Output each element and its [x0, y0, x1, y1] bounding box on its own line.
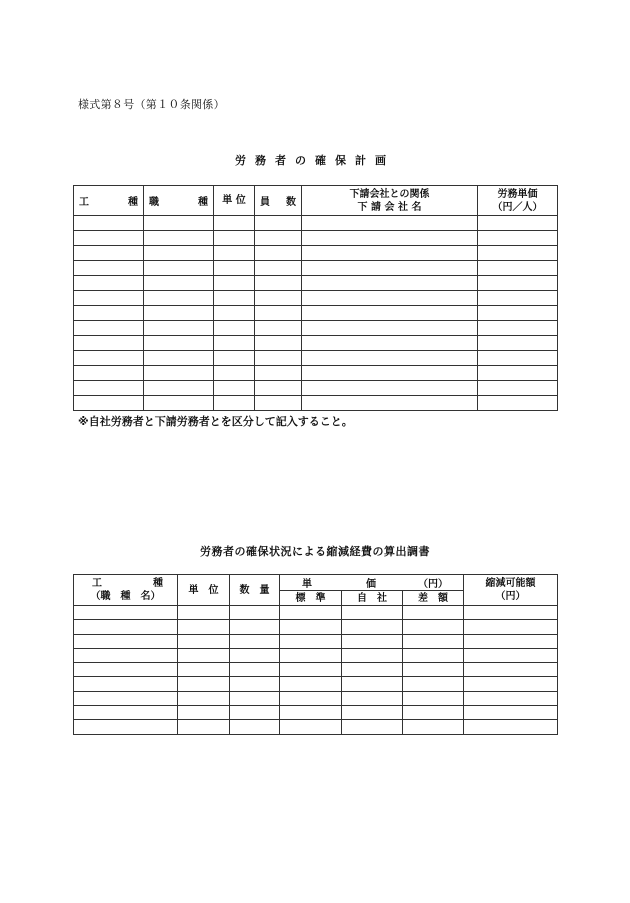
table-cell[interactable]	[342, 648, 403, 662]
table-cell[interactable]	[74, 321, 144, 336]
table-cell[interactable]	[478, 366, 558, 381]
table-cell[interactable]	[403, 663, 464, 677]
table-cell[interactable]	[280, 677, 342, 691]
header-work-type	[74, 186, 144, 216]
table-header-row	[74, 186, 558, 216]
table-cell[interactable]	[464, 691, 558, 705]
table-cell[interactable]	[214, 366, 255, 381]
table-row	[74, 663, 558, 677]
table-row	[74, 381, 558, 396]
table-cell[interactable]	[478, 291, 558, 306]
table-row	[74, 677, 558, 691]
table-cell[interactable]	[74, 261, 144, 276]
table-row	[74, 720, 558, 734]
table-cell[interactable]	[74, 606, 178, 620]
table-cell[interactable]	[464, 634, 558, 648]
header-own-label: 自 社	[357, 592, 387, 604]
header-quantity	[230, 575, 280, 606]
header-unit-label: 単 位	[222, 195, 246, 206]
table-cell[interactable]	[478, 336, 558, 351]
table-cell[interactable]	[280, 706, 342, 720]
table-cell[interactable]	[214, 351, 255, 366]
table-cell[interactable]	[280, 634, 342, 648]
table-cell[interactable]	[403, 606, 464, 620]
table-cell[interactable]	[214, 261, 255, 276]
table-cell[interactable]	[302, 366, 478, 381]
table-cell[interactable]	[230, 634, 280, 648]
table-cell[interactable]	[478, 246, 558, 261]
table-cell[interactable]	[74, 677, 178, 691]
table-cell[interactable]	[214, 396, 255, 411]
header-price-char1: 単	[302, 579, 312, 590]
header-work-type	[74, 575, 178, 606]
header-count-char1: 員	[260, 197, 270, 208]
table-row	[74, 276, 558, 291]
header-price-unit: （円）	[418, 579, 448, 590]
table-cell[interactable]	[302, 381, 478, 396]
table-cell[interactable]	[230, 677, 280, 691]
table-row	[74, 246, 558, 261]
table-cell[interactable]	[302, 216, 478, 231]
table-cell[interactable]	[342, 720, 403, 734]
table-cell[interactable]	[302, 261, 478, 276]
header-unit-price	[280, 575, 464, 591]
table-cell[interactable]	[144, 216, 214, 231]
table-cell[interactable]	[342, 634, 403, 648]
table-cell[interactable]	[178, 720, 230, 734]
table-cell[interactable]	[255, 306, 302, 321]
table-row	[74, 321, 558, 336]
table-cell[interactable]	[214, 291, 255, 306]
table-cell[interactable]	[403, 648, 464, 662]
table-cell[interactable]	[74, 663, 178, 677]
table-cell[interactable]	[230, 691, 280, 705]
table-cell[interactable]	[464, 606, 558, 620]
table-cell[interactable]	[342, 663, 403, 677]
table-cell[interactable]	[178, 620, 230, 634]
table-cell[interactable]	[403, 620, 464, 634]
table-cell[interactable]	[342, 606, 403, 620]
table-cell[interactable]	[230, 720, 280, 734]
table-cell[interactable]	[302, 351, 478, 366]
table-cell[interactable]	[342, 677, 403, 691]
table-cell[interactable]	[302, 306, 478, 321]
table-row	[74, 634, 558, 648]
table-cell[interactable]	[255, 261, 302, 276]
table-row	[74, 691, 558, 705]
header-job-type-char2: 種	[198, 197, 208, 208]
table-row	[74, 216, 558, 231]
table-cell[interactable]	[280, 720, 342, 734]
table-cell[interactable]	[178, 691, 230, 705]
table-cell[interactable]	[302, 321, 478, 336]
table-cell[interactable]	[74, 246, 144, 261]
table-cell[interactable]	[255, 216, 302, 231]
header-relation-line1: 下請会社との関係	[349, 188, 430, 200]
table-cell[interactable]	[302, 276, 478, 291]
table-cell[interactable]	[214, 321, 255, 336]
header-count	[255, 186, 302, 216]
table-cell[interactable]	[302, 291, 478, 306]
table-cell[interactable]	[280, 663, 342, 677]
header-relation-line2: 下 請 会 社 名	[357, 201, 422, 213]
table-cell[interactable]	[280, 648, 342, 662]
header-unit-label: 単 位	[188, 584, 219, 596]
table-cell[interactable]	[178, 634, 230, 648]
table-cell[interactable]	[403, 706, 464, 720]
table-cell[interactable]	[255, 246, 302, 261]
table-cell[interactable]	[144, 231, 214, 246]
table-cell[interactable]	[280, 620, 342, 634]
table-cell[interactable]	[214, 276, 255, 291]
table-row	[74, 366, 558, 381]
table-row	[74, 648, 558, 662]
table-cell[interactable]	[74, 366, 144, 381]
table-cell[interactable]	[478, 381, 558, 396]
table-cell[interactable]	[74, 691, 178, 705]
header-unit	[214, 186, 255, 216]
table-cell[interactable]	[74, 706, 178, 720]
table-cell[interactable]	[255, 396, 302, 411]
table-cell[interactable]	[214, 306, 255, 321]
table-cell[interactable]	[478, 216, 558, 231]
table-cell[interactable]	[478, 306, 558, 321]
table-cell[interactable]	[144, 276, 214, 291]
table-row	[74, 706, 558, 720]
header-reducible	[464, 575, 558, 606]
header-work-type-char1: 工	[92, 578, 102, 589]
table-cell[interactable]	[255, 366, 302, 381]
table-cell[interactable]	[74, 351, 144, 366]
table-cell[interactable]	[144, 321, 214, 336]
table-cell[interactable]	[74, 620, 178, 634]
table-cell[interactable]	[214, 216, 255, 231]
table-cell[interactable]	[74, 216, 144, 231]
header-difference	[403, 591, 464, 606]
table-cell[interactable]	[144, 261, 214, 276]
table-cell[interactable]	[74, 381, 144, 396]
table-cell[interactable]	[302, 396, 478, 411]
header-standard-label: 標 準	[295, 592, 326, 604]
table-cell[interactable]	[178, 663, 230, 677]
table-cell[interactable]	[230, 606, 280, 620]
table-cell[interactable]	[144, 396, 214, 411]
table-cell[interactable]	[74, 634, 178, 648]
cost-reduction-table	[73, 574, 558, 735]
table-cell[interactable]	[144, 381, 214, 396]
table-cell[interactable]	[74, 336, 144, 351]
header-job-type-char1: 職	[149, 197, 159, 208]
table-row	[74, 261, 558, 276]
table-row	[74, 291, 558, 306]
table-cell[interactable]	[478, 231, 558, 246]
table-cell[interactable]	[403, 691, 464, 705]
table-cell[interactable]	[478, 276, 558, 291]
table-cell[interactable]	[464, 706, 558, 720]
table-cell[interactable]	[144, 291, 214, 306]
header-price-char2: 価	[366, 579, 376, 590]
table-cell[interactable]	[280, 606, 342, 620]
header-standard	[280, 591, 342, 606]
table-cell[interactable]	[464, 720, 558, 734]
table-cell[interactable]	[74, 396, 144, 411]
table-cell[interactable]	[230, 663, 280, 677]
table-cell[interactable]	[478, 396, 558, 411]
header-work-type-char1: 工	[79, 197, 89, 208]
table-cell[interactable]	[464, 677, 558, 691]
labor-plan-table	[73, 185, 558, 411]
table-cell[interactable]	[230, 706, 280, 720]
table-row	[74, 306, 558, 321]
table-cell[interactable]	[230, 620, 280, 634]
table-cell[interactable]	[255, 231, 302, 246]
header-unit-price-line1: 労務単価	[497, 188, 538, 200]
table-cell[interactable]	[403, 634, 464, 648]
table-row	[74, 396, 558, 411]
table-header-row	[74, 575, 558, 591]
header-count-char2: 数	[286, 197, 296, 208]
table-cell[interactable]	[464, 620, 558, 634]
table-cell[interactable]	[302, 336, 478, 351]
table-cell[interactable]	[214, 231, 255, 246]
header-reducible-line2: （円）	[495, 591, 526, 602]
table-row	[74, 336, 558, 351]
header-relation	[302, 186, 478, 216]
table-cell[interactable]	[178, 606, 230, 620]
table-cell[interactable]	[144, 246, 214, 261]
header-job-name: （職 種 名）	[90, 591, 161, 602]
header-quantity-label: 数 量	[239, 584, 270, 596]
table-cell[interactable]	[403, 677, 464, 691]
header-work-type-char2: 種	[128, 197, 138, 208]
table-cell[interactable]	[478, 321, 558, 336]
header-reducible-line1: 縮減可能額	[485, 578, 536, 589]
header-unit-price-line2: （円／人）	[492, 201, 543, 213]
table-cell[interactable]	[74, 276, 144, 291]
table-cell[interactable]	[342, 706, 403, 720]
table-cell[interactable]	[74, 291, 144, 306]
table-cell[interactable]	[230, 648, 280, 662]
table-cell[interactable]	[255, 276, 302, 291]
table-cell[interactable]	[302, 231, 478, 246]
table-cell[interactable]	[144, 306, 214, 321]
section1-title: 労務者の確保計画	[235, 154, 395, 167]
table-cell[interactable]	[255, 291, 302, 306]
header-own	[342, 591, 403, 606]
header-unit	[178, 575, 230, 606]
table-cell[interactable]	[464, 663, 558, 677]
table-row	[74, 351, 558, 366]
table-cell[interactable]	[74, 648, 178, 662]
table-cell[interactable]	[214, 336, 255, 351]
form-number: 様式第８号（第１０条関係）	[78, 98, 225, 111]
table-row	[74, 606, 558, 620]
table-cell[interactable]	[255, 321, 302, 336]
table-cell[interactable]	[214, 246, 255, 261]
header-job-type	[144, 186, 214, 216]
table-cell[interactable]	[74, 231, 144, 246]
header-difference-label: 差 額	[418, 592, 449, 604]
table-cell[interactable]	[464, 648, 558, 662]
table-cell[interactable]	[342, 620, 403, 634]
table-cell[interactable]	[255, 351, 302, 366]
header-work-type-char2: 種	[153, 578, 163, 589]
instruction-note: ※自社労務者と下請労務者とを区分して記入すること。	[78, 415, 353, 428]
table-cell[interactable]	[74, 306, 144, 321]
table-cell[interactable]	[342, 691, 403, 705]
table-cell[interactable]	[478, 351, 558, 366]
table-row	[74, 620, 558, 634]
table-cell[interactable]	[255, 336, 302, 351]
table-cell[interactable]	[144, 336, 214, 351]
table-cell[interactable]	[478, 261, 558, 276]
table-cell[interactable]	[302, 246, 478, 261]
table-cell[interactable]	[178, 677, 230, 691]
section2-title: 労務者の確保状況による縮減経費の算出調書	[200, 545, 430, 558]
table-cell[interactable]	[255, 381, 302, 396]
table-cell[interactable]	[144, 351, 214, 366]
table-cell[interactable]	[178, 648, 230, 662]
table-cell[interactable]	[144, 366, 214, 381]
header-unit-price	[478, 186, 558, 216]
table-cell[interactable]	[178, 706, 230, 720]
table-row	[74, 231, 558, 246]
table-cell[interactable]	[403, 720, 464, 734]
table-cell[interactable]	[214, 381, 255, 396]
table-cell[interactable]	[280, 691, 342, 705]
table-cell[interactable]	[74, 720, 178, 734]
